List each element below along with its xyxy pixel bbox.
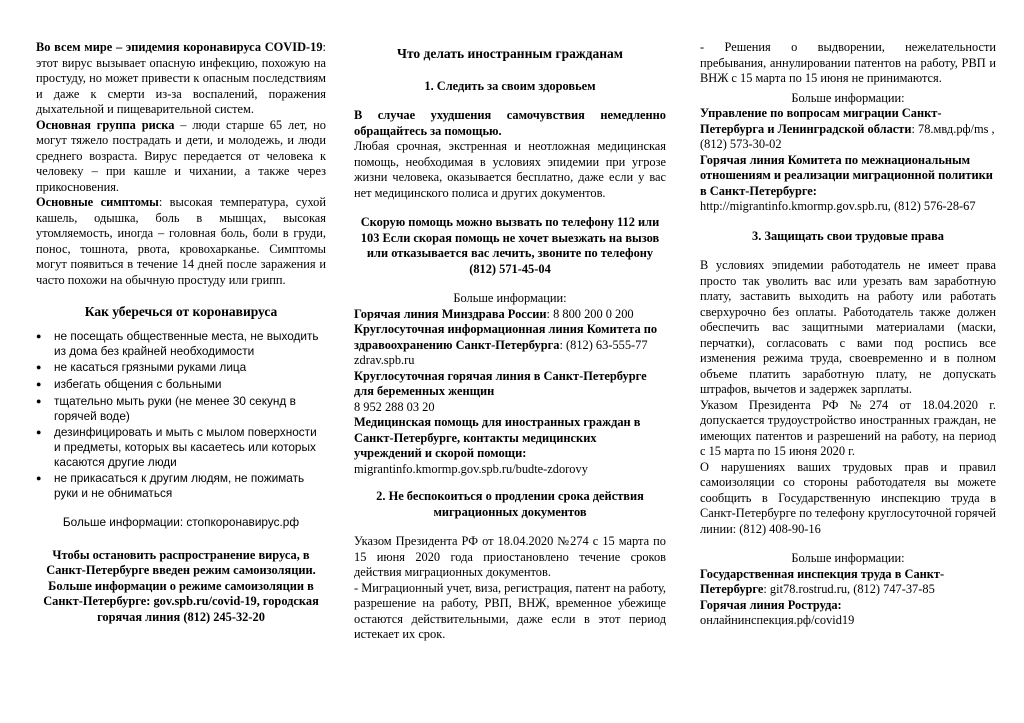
contact-value: онлайнинспекция.рф/covid19 [700,613,855,627]
symptoms-text: : высокая температура, сухой кашель, одышка, боль в мышцах, высокая утомляемость, иногда – головная боль, боли в груди, понос, тошнота, рвота, кровохарканье. Симптомы могут появиться в течение 14 дней после заражения и часто похожи на обычную простуду или грипп. [36,195,327,287]
prevention-list [36,329,326,501]
column-left [36,40,326,625]
column-middle [354,40,666,643]
intro-paragraph [36,40,326,118]
contact-name: Медицинская помощь для иностранных граждан в Санкт-Петербурге, контакты медицинских учреждений и скорой помощи: [354,415,641,461]
section-2-heading: 2. Не беспокоиться о продлении срока действия миграционных документов [376,489,644,519]
section-2-text: Указом Президента РФ от 18.04.2020 №274 с 15 марта по 15 июня 2020 года приостановлено течение сроков действия миграционных документов. [354,534,666,580]
contact-value: http://migrantinfo.kmormp.gov.spb.ru, (812) 576-28-67 [700,199,976,213]
contact-name: Горячая линия Роструда: [700,597,842,612]
risk-group-paragraph [36,118,326,196]
symptoms-paragraph [36,195,326,288]
list-item: ● избегать общения с больными [36,377,326,392]
contact-value: : (812) 63-555-77 zdrav.spb.ru [354,337,648,368]
list-item: ● не касаться грязными руками лица [36,360,326,375]
contact-item [354,369,666,416]
list-item: ● не посещать общественные места, не выходить из дома без крайней необходимости [36,329,326,358]
section-3-text-2: Указом Президента РФ №274 от 18.04.2020 г. допускается трудоустройство иностранных граждан, не имеющих патентов и разрешений на работу, на период с 15 марта по 15 июня 2020 г. [700,397,996,458]
contact-item [700,153,996,215]
section-3-text-3: О нарушениях ваших трудовых прав и правил самоизоляции со стороны работодателя вы можете сообщить в Государственную инспекцию труда в Санкт-Петербурге по телефону круглосуточной горячей линии: (812) 408-90-16 [700,459,996,536]
page-title: Что делать иностранным гражданам [397,46,623,61]
contact-name: Горячая линия Минздрава России [354,306,547,321]
section-3-text: В условиях эпидемии работодатель не имеет права просто так уволить вас или урезать вам заработную плату, заставить выходить на работу или работать сверхурочно без оплаты. Работодатель также должен обеспечить вас защитными материалами (маски, перчатки), согласовать с вами под роспись все изменения режима труда, своевременно и в полном объеме платить заработную плату, не допускать штрафов, вычетов и задержек зарплаты. [700,258,996,396]
contact-value: : 8 800 200 0 200 [546,306,634,321]
list-item: ● тщательно мыть руки (не менее 30 секунд в горячей воде) [36,394,326,423]
more-info-label: Больше информации: [791,551,905,565]
contact-value: : git78.rostrud.ru, (812) 747-37-85 [763,582,935,596]
intro-bold: Во всем мире – эпидемия коронавируса COVID-19 [36,40,323,54]
contact-item [354,322,666,369]
prevention-heading: Как уберечься от коронавируса [84,304,278,319]
contact-name: Государственная инспекция труда в Санкт-Петербурге [700,566,945,596]
contact-name: Горячая линия Комитета по межнациональным отношениям и реализации миграционной политики в Санкт-Петербурге: [700,152,993,198]
contact-value: migrantinfo.kmormp.gov.spb.ru/budte-zdorovy [354,461,588,476]
contact-value: : 78.мвд.рф/ms , (812) 573-30-02 [700,121,995,151]
contact-item [354,415,666,477]
ambulance-notice: Скорую помощь можно вызвать по телефону 112 или 103 Если скорая помощь не хочет выезжать на вызов или отказывается вас лечить, звоните по телефону (812) 571-45-04 [360,215,660,276]
list-item: ● дезинфицировать и мыть с мылом поверхности и предметы, которых вы касаетесь или которых касаются другие люди [36,425,326,469]
list-item: ● не прикасаться к другим людям, не пожимать руки и не обниматься [36,471,326,500]
contact-name: Круглосуточная горячая линия в Санкт-Петербурге для беременных женщин [354,368,647,399]
contact-item [700,106,996,153]
intro-text: : этот вирус вызывает опасную инфекцию, похожую на простуду, но может привести к опасным последствиям и даже к смерти из-за воспалений, поражения дыхательной и пищеварительной систем. [36,40,326,116]
contact-item [700,598,996,629]
column-right [700,40,996,629]
self-isolation-notice: Чтобы остановить распространение вируса, в Санкт-Петербурге введен режим самоизоляции. Больше информации о режиме самоизоляции в Санкт-Петербурге: gov.spb.ru/covid-19, городская горячая линия (812) 245-32-20 [43,547,319,624]
section-1-bold: В случае ухудшения самочувствия немедленно обращайтесь за помощью. [354,108,666,138]
more-info-label: Больше информации: [453,291,567,306]
contact-name: Круглосуточная информационная линия Комитета по здравоохранению Санкт-Петербурга [354,322,658,352]
section-3-heading: 3. Защищать свои трудовые права [752,228,944,243]
risk-group-text: – люди старше 65 лет, но могут тяжело пострадать и дети, и молодежь, и люди среднего возраста. Вирус передается от человека к человеку – при кашле и чихании, а также через прикосновения. [36,117,326,194]
contact-item [354,307,666,323]
deportation-notice: - Решения о выдворении, нежелательности пребывания, аннулировании патентов на работу, РВП и ВНЖ с 15 марта по 15 июня не принимаются. [700,40,996,85]
more-info-link: Больше информации: стопкоронавирус.рф [62,514,300,529]
section-2-text-2: - Миграционный учет, виза, регистрация, патент на работу, разрешение на работу, РВП, ВНЖ, временное убежище остаются действительными, даже если в этот период истекает их срок. [354,580,666,642]
section-1-text: Любая срочная, экстренная и неотложная медицинская помощь, необходимая в условиях эпидемии при угрозе жизни человека, оказывается бесплатно, даже если у вас нет медицинского полиса и других документов. [354,139,666,200]
symptoms-bold: Основные симптомы [36,195,159,209]
contact-value: 8 952 288 03 20 [354,399,435,414]
contact-item [700,567,996,598]
risk-group-bold: Основная группа риска [36,117,175,132]
section-1-heading: 1. Следить за своим здоровьем [424,78,596,93]
contact-name: Управление по вопросам миграции Санкт-Петербурга и Ленинградской области [700,106,942,136]
more-info-label: Больше информации: [791,90,905,105]
